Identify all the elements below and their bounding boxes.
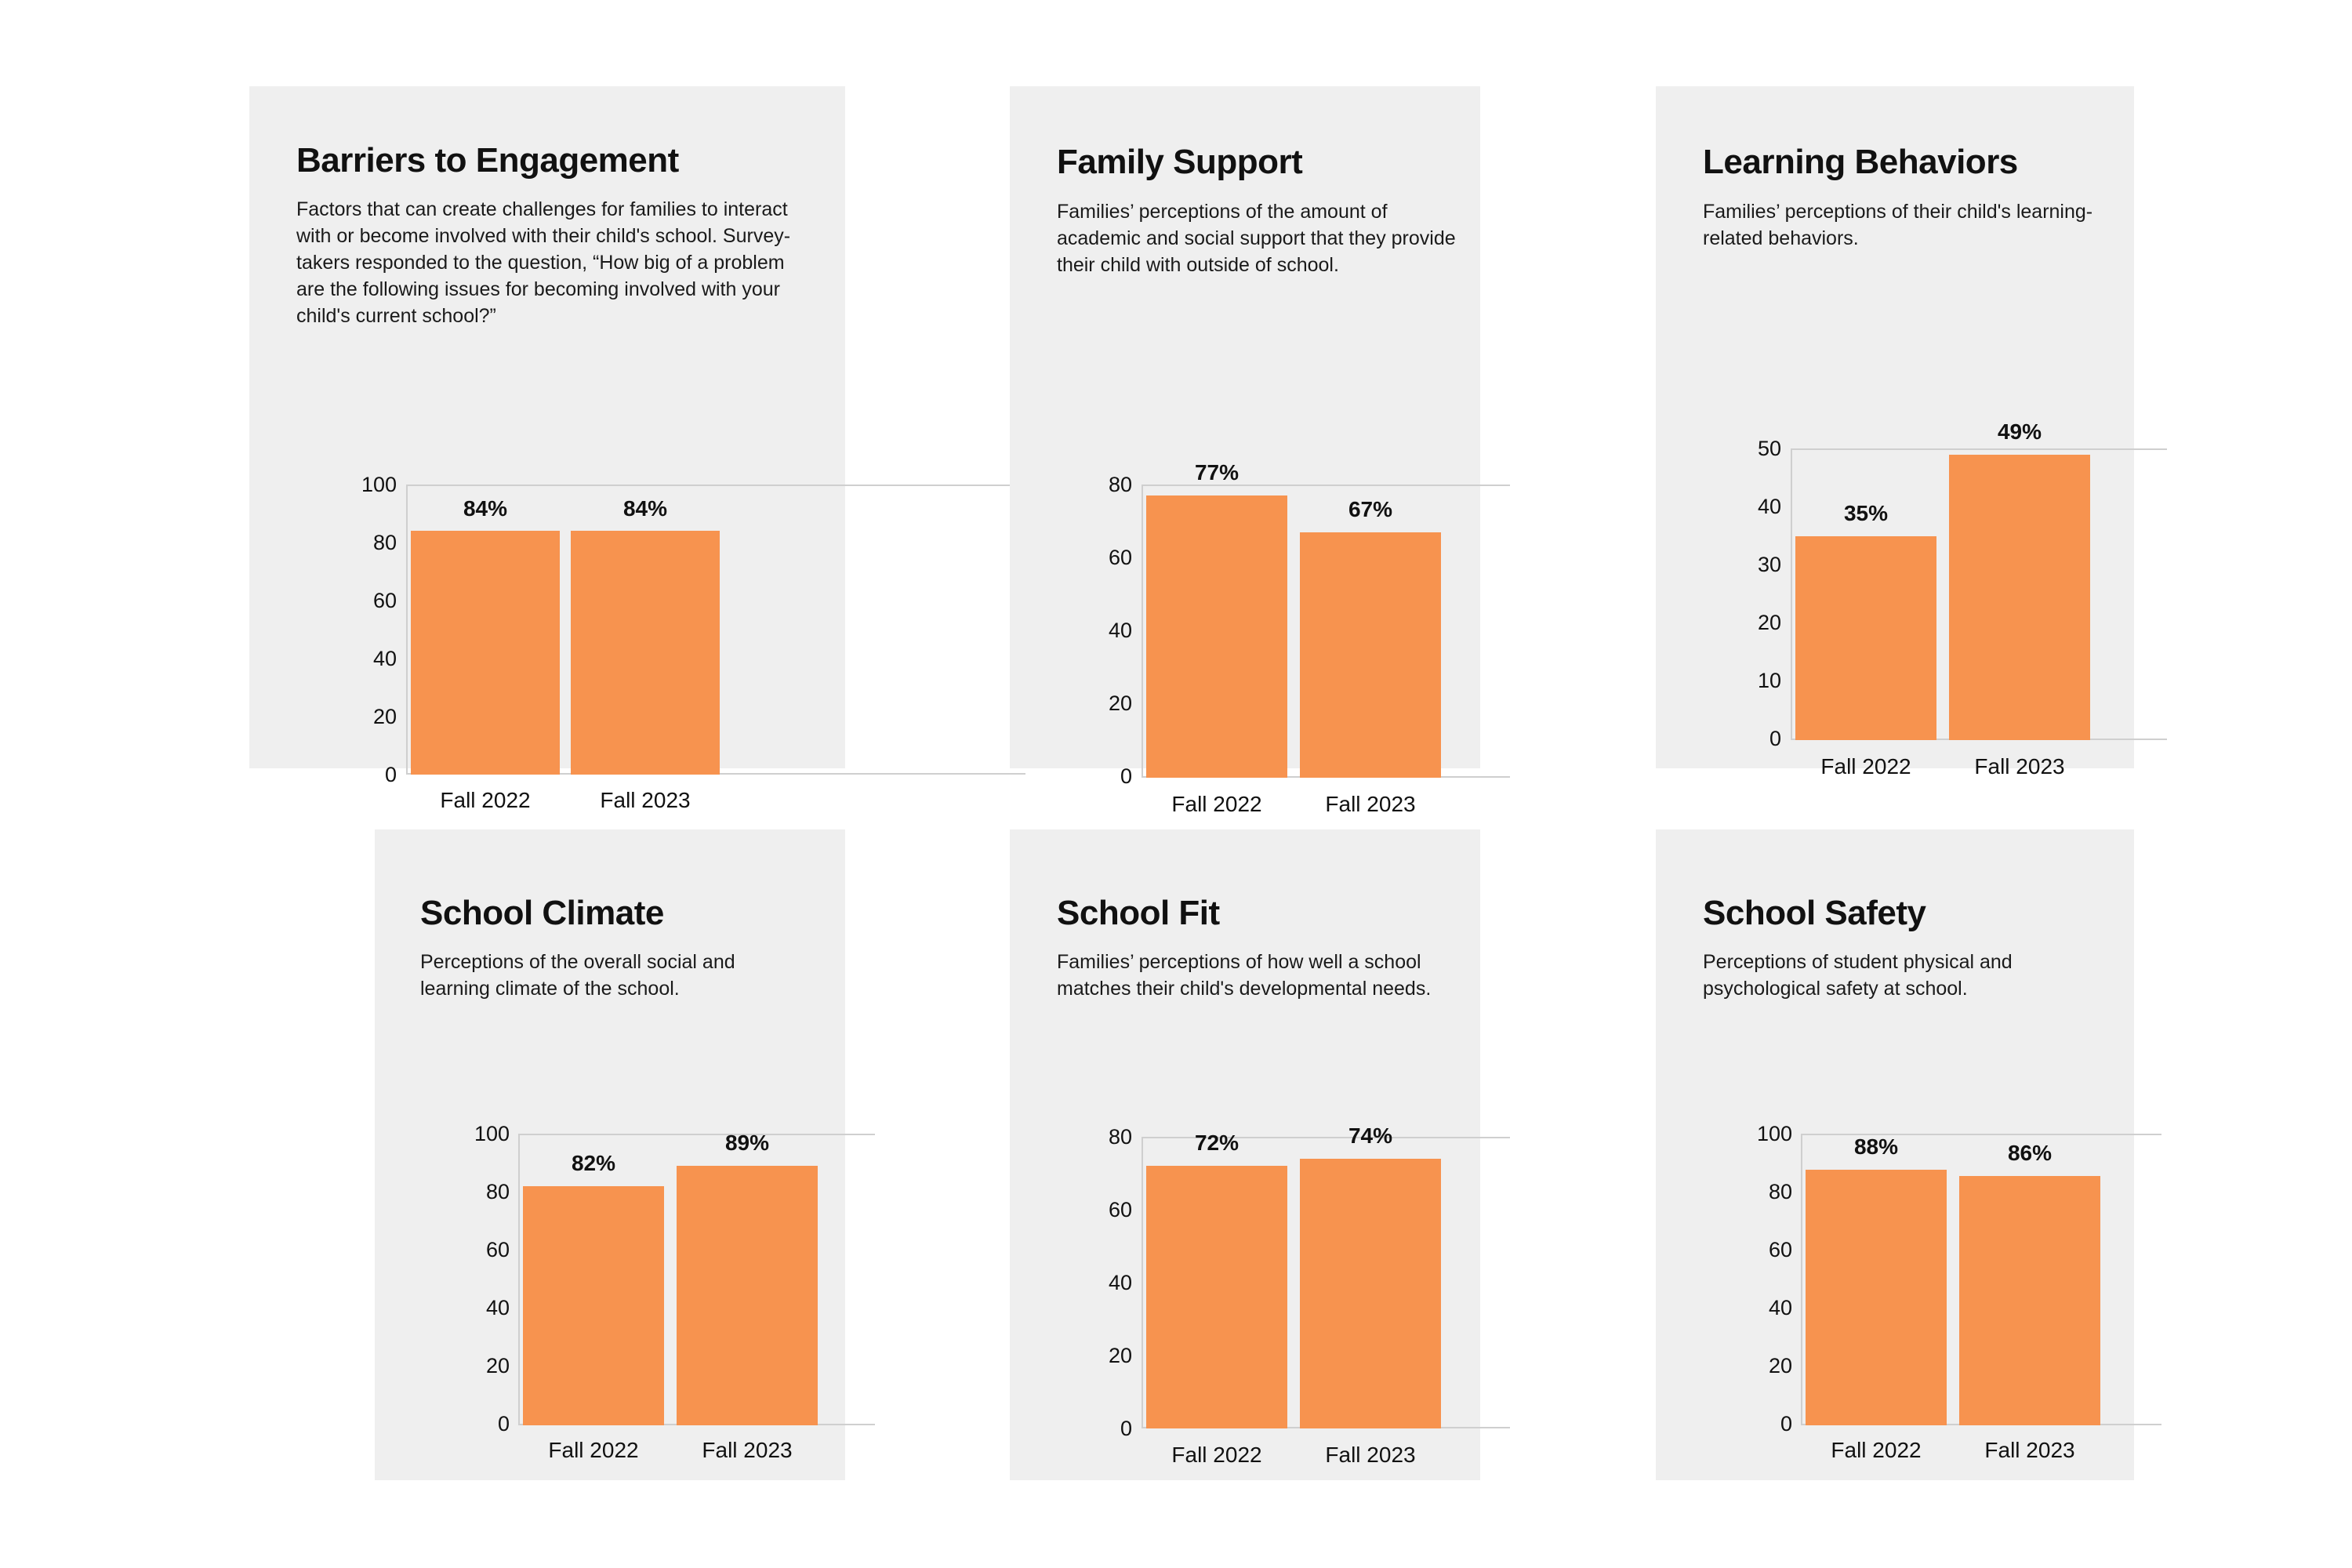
- x-tick-label: Fall 2023: [1325, 1443, 1416, 1467]
- bar[interactable]: [1146, 1166, 1287, 1428]
- card-description: Factors that can create challenges for families to interact with or become involved with their child's school. Survey-takers responded to the question, “How big of a problem are the following issues for becoming involved with your child's current school?”: [296, 198, 791, 327]
- y-tick-label: 30: [1757, 553, 1781, 576]
- bar[interactable]: [1300, 1159, 1441, 1428]
- x-tick-label: Fall 2022: [440, 788, 531, 812]
- bar[interactable]: [1806, 1170, 1947, 1425]
- y-tick-label: 20: [1108, 691, 1132, 715]
- card-description: Perceptions of student physical and psychological safety at school.: [1703, 951, 2013, 1000]
- x-tick-label: Fall 2022: [1820, 754, 1911, 779]
- y-tick-label: 0: [1780, 1412, 1792, 1436]
- bar-value-label: 35%: [1843, 501, 1889, 525]
- x-tick-label: Fall 2022: [548, 1438, 639, 1462]
- chart-family-support: [1057, 431, 1465, 816]
- y-tick-label: 40: [1757, 495, 1781, 518]
- gridline: [1791, 448, 2167, 450]
- y-tick-label: 20: [1757, 611, 1781, 634]
- y-tick-label: 20: [1108, 1344, 1132, 1367]
- chart-learning-behaviors: [1703, 400, 2118, 779]
- card-title: School Fit: [1057, 894, 1220, 932]
- card-school-fit: [1010, 829, 1480, 1480]
- card-family-support: [1010, 86, 1480, 816]
- bar-value-label: 67%: [1348, 497, 1393, 521]
- card-description: Perceptions of the overall social and learning climate of the school.: [420, 951, 735, 1000]
- bar[interactable]: [1949, 455, 2090, 740]
- y-tick-label: 80: [372, 531, 397, 554]
- bar[interactable]: [1146, 495, 1287, 778]
- x-tick-label: Fall 2023: [1974, 754, 2065, 779]
- bar[interactable]: [677, 1166, 818, 1425]
- y-tick-label: 40: [1108, 619, 1132, 642]
- card-barriers-to-engagement: [249, 86, 845, 812]
- card-title: Learning Behaviors: [1703, 143, 2018, 181]
- y-axis-line: [406, 485, 408, 775]
- y-tick-label: 40: [1768, 1296, 1792, 1319]
- card-school-safety: [1656, 829, 2134, 1480]
- y-tick-label: 0: [1120, 764, 1132, 788]
- chart-school-climate: [420, 1088, 828, 1462]
- bar[interactable]: [1300, 532, 1441, 778]
- bar-value-label: 84%: [622, 496, 668, 521]
- y-tick-label: 0: [497, 1412, 510, 1436]
- bar-value-label: 86%: [2007, 1141, 2053, 1165]
- bar[interactable]: [411, 531, 560, 775]
- gridline: [406, 485, 1025, 486]
- y-tick-label: 20: [485, 1354, 510, 1377]
- y-tick-label: 100: [361, 473, 397, 496]
- y-tick-label: 20: [1768, 1354, 1792, 1377]
- card-title: Family Support: [1057, 143, 1303, 181]
- y-tick-label: 60: [1108, 1198, 1132, 1221]
- y-tick-label: 60: [1768, 1238, 1792, 1261]
- y-tick-label: 20: [372, 705, 397, 728]
- card-learning-behaviors: [1656, 86, 2134, 779]
- y-tick-label: 40: [1108, 1271, 1132, 1294]
- bar-value-label: 72%: [1194, 1131, 1240, 1155]
- card-description: Families’ perceptions of the amount of academic and social support that they provide their child with outside of school.: [1057, 201, 1456, 276]
- x-tick-label: Fall 2022: [1831, 1438, 1922, 1462]
- y-axis-line: [1801, 1134, 1802, 1425]
- x-tick-label: Fall 2023: [1325, 792, 1416, 816]
- bar[interactable]: [1795, 536, 1936, 740]
- y-tick-label: 10: [1757, 669, 1781, 692]
- bar-value-label: 77%: [1194, 460, 1240, 485]
- bar[interactable]: [1959, 1176, 2100, 1425]
- y-tick-label: 60: [485, 1238, 510, 1261]
- card-description: Families’ perceptions of their child's learning-related behaviors.: [1703, 201, 2093, 249]
- y-axis-line: [1791, 448, 1792, 740]
- chart-barriers-to-engagement: [296, 463, 814, 812]
- x-tick-label: Fall 2022: [1171, 1443, 1262, 1467]
- y-tick-label: 80: [1108, 473, 1132, 496]
- y-tick-label: 40: [485, 1296, 510, 1319]
- bar-value-label: 84%: [463, 496, 508, 521]
- bar-value-label: 89%: [724, 1131, 770, 1155]
- card-title: School Climate: [420, 894, 664, 932]
- y-tick-label: 60: [372, 589, 397, 612]
- y-tick-label: 60: [1108, 546, 1132, 569]
- bar-value-label: 74%: [1348, 1123, 1393, 1148]
- y-tick-label: 100: [1756, 1122, 1792, 1145]
- y-axis-line: [518, 1134, 520, 1425]
- y-tick-label: 0: [384, 763, 397, 786]
- chart-school-safety: [1703, 1088, 2118, 1462]
- y-tick-label: 50: [1757, 437, 1781, 460]
- y-tick-label: 80: [485, 1180, 510, 1203]
- card-title: Barriers to Engagement: [296, 141, 679, 180]
- bar-value-label: 88%: [1853, 1134, 1899, 1159]
- x-tick-label: Fall 2023: [600, 788, 691, 812]
- x-tick-label: Fall 2023: [1984, 1438, 2075, 1462]
- y-tick-label: 40: [372, 647, 397, 670]
- bar[interactable]: [523, 1186, 664, 1425]
- y-tick-label: 0: [1769, 727, 1781, 750]
- card-school-climate: [375, 829, 845, 1480]
- bar[interactable]: [571, 531, 720, 775]
- bar-value-label: 49%: [1997, 419, 2042, 444]
- bar-value-label: 82%: [571, 1151, 616, 1175]
- y-tick-label: 80: [1108, 1125, 1132, 1149]
- y-axis-line: [1142, 485, 1143, 778]
- x-tick-label: Fall 2023: [702, 1438, 793, 1462]
- y-axis-line: [1142, 1137, 1143, 1428]
- y-tick-label: 80: [1768, 1180, 1792, 1203]
- card-description: Families’ perceptions of how well a school matches their child's developmental needs.: [1057, 951, 1432, 1000]
- chart-school-fit: [1057, 1088, 1465, 1467]
- y-tick-label: 0: [1120, 1417, 1132, 1440]
- card-title: School Safety: [1703, 894, 1926, 932]
- y-tick-label: 100: [474, 1122, 510, 1145]
- x-tick-label: Fall 2022: [1171, 792, 1262, 816]
